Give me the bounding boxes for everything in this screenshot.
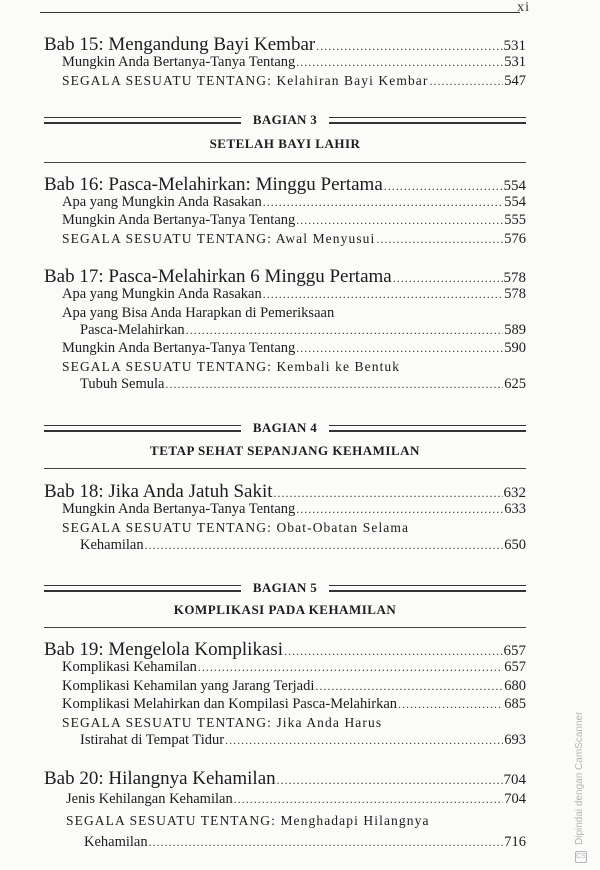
top-rule bbox=[40, 12, 520, 13]
entry-text: Mungkin Anda Bertanya-Tanya Tentang bbox=[62, 340, 296, 356]
entry-page: 633 bbox=[504, 501, 526, 517]
entry-text: SEGALA SESUATU TENTANG: Awal Menyusui bbox=[62, 231, 376, 246]
chapter-title: Bab 16: Pasca-Melahirkan: Minggu Pertama bbox=[44, 174, 383, 195]
entry-page: 531 bbox=[504, 54, 526, 70]
page-number: xi bbox=[517, 0, 530, 15]
chapter-20-row[interactable] bbox=[0, 768, 526, 790]
toc-entry[interactable] bbox=[0, 791, 526, 808]
toc-entry[interactable] bbox=[0, 501, 526, 518]
entry-text[interactable]: Apa yang Bisa Anda Harapkan di Pemeriksaan bbox=[62, 305, 335, 321]
entry-page: 685 bbox=[504, 696, 526, 712]
toc-entry[interactable] bbox=[0, 659, 526, 676]
leader-dots bbox=[284, 644, 502, 659]
toc-entry[interactable] bbox=[0, 212, 526, 229]
section-title: SETELAH BAYI LAHIR bbox=[209, 136, 361, 151]
entry-text-continued: Tubuh Semula bbox=[80, 376, 165, 392]
leader-dots bbox=[234, 792, 504, 807]
section-label: BAGIAN 5 bbox=[252, 580, 318, 595]
leader-dots bbox=[315, 679, 503, 694]
entry-text: Komplikasi Kehamilan bbox=[62, 659, 197, 675]
chapter-18-row[interactable] bbox=[0, 481, 526, 503]
chapter-page: 632 bbox=[503, 485, 526, 501]
toc-entry[interactable] bbox=[0, 732, 526, 749]
entry-page: 680 bbox=[504, 678, 526, 694]
entry-page: 589 bbox=[504, 322, 526, 338]
entry-text[interactable]: SEGALA SESUATU TENTANG: Jika Anda Harus bbox=[62, 715, 383, 730]
chapter-page: 657 bbox=[503, 643, 526, 659]
toc-entry[interactable] bbox=[0, 286, 526, 303]
entry-text-continued: Istirahat di Tempat Tidur bbox=[80, 732, 225, 748]
double-rule bbox=[329, 117, 526, 124]
leader-dots bbox=[393, 271, 503, 286]
entry-page: 555 bbox=[504, 212, 526, 228]
leader-dots bbox=[430, 74, 504, 89]
leader-dots bbox=[198, 660, 503, 675]
chapter-title: Bab 17: Pasca-Melahirkan 6 Minggu Pertama bbox=[44, 266, 392, 287]
entry-text: Apa yang Mungkin Anda Rasakan bbox=[62, 286, 262, 302]
toc-entry[interactable] bbox=[0, 54, 526, 71]
leader-dots bbox=[296, 502, 503, 517]
chapter-15-row[interactable] bbox=[0, 34, 526, 56]
double-rule bbox=[329, 425, 526, 432]
section-rule bbox=[44, 162, 526, 163]
toc-entry[interactable] bbox=[0, 678, 526, 695]
entry-text[interactable]: SEGALA SESUATU TENTANG: Kembali ke Bentuk bbox=[62, 359, 401, 374]
section-divider-bagian-3 bbox=[44, 112, 526, 128]
chapter-page: 578 bbox=[503, 270, 526, 286]
chapter-title: Bab 18: Jika Anda Jatuh Sakit bbox=[44, 481, 273, 502]
entry-page: 716 bbox=[504, 834, 526, 850]
leader-dots bbox=[149, 835, 504, 850]
section-divider-bagian-5 bbox=[44, 580, 526, 596]
entry-text[interactable]: SEGALA SESUATU TENTANG: Obat-Obatan Selama bbox=[62, 520, 410, 535]
leader-dots bbox=[398, 697, 503, 712]
entry-text: Mungkin Anda Bertanya-Tanya Tentang bbox=[62, 212, 296, 228]
entry-text-continued: Kehamilan bbox=[80, 537, 144, 553]
toc-entry[interactable] bbox=[0, 696, 526, 713]
entry-page: 578 bbox=[504, 286, 526, 302]
toc-entry[interactable] bbox=[0, 73, 526, 90]
section-divider-bagian-4 bbox=[44, 420, 526, 436]
entry-page: 650 bbox=[504, 537, 526, 553]
leader-dots bbox=[296, 55, 503, 70]
entry-page: 704 bbox=[504, 791, 526, 807]
leader-dots bbox=[145, 538, 504, 553]
watermark-text: Dipindai dengan CamScanner bbox=[574, 711, 585, 845]
entry-page: 657 bbox=[504, 659, 526, 675]
double-rule bbox=[44, 117, 241, 124]
leader-dots bbox=[263, 195, 504, 210]
chapter-title: Bab 20: Hilangnya Kehamilan bbox=[44, 768, 276, 789]
toc-entry[interactable] bbox=[0, 537, 526, 554]
entry-page: 547 bbox=[504, 73, 526, 89]
entry-text: SEGALA SESUATU TENTANG: Kelahiran Bayi Kembar bbox=[62, 73, 429, 88]
leader-dots bbox=[225, 733, 503, 748]
double-rule bbox=[44, 585, 241, 592]
chapter-title: Bab 15: Mengandung Bayi Kembar bbox=[44, 34, 316, 55]
leader-dots bbox=[274, 486, 503, 501]
chapter-title: Bab 19: Mengelola Komplikasi bbox=[44, 639, 284, 660]
section-label: BAGIAN 3 bbox=[252, 112, 318, 127]
leader-dots bbox=[277, 773, 503, 788]
entry-page: 693 bbox=[504, 732, 526, 748]
entry-text: Komplikasi Kehamilan yang Jarang Terjadi bbox=[62, 678, 315, 694]
section-rule bbox=[44, 468, 526, 469]
entry-text: Mungkin Anda Bertanya-Tanya Tentang bbox=[62, 54, 296, 70]
leader-dots bbox=[296, 213, 503, 228]
chapter-17-row[interactable] bbox=[0, 266, 526, 288]
leader-dots bbox=[316, 39, 502, 54]
leader-dots bbox=[263, 287, 504, 302]
leader-dots bbox=[376, 232, 503, 247]
entry-text-continued: Pasca-Melahirkan bbox=[80, 322, 185, 338]
section-title: TETAP SEHAT SEPANJANG KEHAMILAN bbox=[150, 443, 420, 458]
leader-dots bbox=[186, 323, 504, 338]
entry-page: 590 bbox=[504, 340, 526, 356]
double-rule bbox=[329, 585, 526, 592]
section-rule bbox=[44, 627, 526, 628]
section-label: BAGIAN 4 bbox=[252, 420, 318, 435]
entry-page: 576 bbox=[504, 231, 526, 247]
entry-page: 625 bbox=[504, 376, 526, 392]
toc-entry[interactable] bbox=[0, 322, 526, 339]
entry-text: Jenis Kehilangan Kehamilan bbox=[66, 791, 233, 807]
leader-dots bbox=[296, 341, 503, 356]
scanner-watermark bbox=[574, 705, 588, 865]
entry-text: Apa yang Mungkin Anda Rasakan bbox=[62, 194, 262, 210]
entry-text[interactable]: SEGALA SESUATU TENTANG: Menghadapi Hilangnya bbox=[66, 813, 430, 828]
leader-dots bbox=[384, 179, 503, 194]
double-rule bbox=[44, 425, 241, 432]
chapter-page: 531 bbox=[503, 38, 526, 54]
toc-entry[interactable] bbox=[0, 340, 526, 357]
toc-entry[interactable] bbox=[0, 194, 526, 211]
chapter-page: 704 bbox=[503, 772, 526, 788]
chapter-page: 554 bbox=[503, 178, 526, 194]
chapter-19-row[interactable] bbox=[0, 639, 526, 661]
camscanner-icon: CS bbox=[575, 851, 587, 863]
toc-entry[interactable] bbox=[0, 834, 526, 851]
entry-page: 554 bbox=[504, 194, 526, 210]
toc-entry[interactable] bbox=[0, 376, 526, 393]
section-title: KOMPLIKASI PADA KEHAMILAN bbox=[173, 602, 397, 617]
entry-text: Komplikasi Melahirkan dan Kompilasi Pasca-Melahirkan bbox=[62, 696, 398, 712]
entry-text: Mungkin Anda Bertanya-Tanya Tentang bbox=[62, 501, 296, 517]
entry-text-continued: Kehamilan bbox=[84, 834, 148, 850]
chapter-16-row[interactable] bbox=[0, 174, 526, 196]
leader-dots bbox=[165, 377, 503, 392]
toc-entry[interactable] bbox=[0, 231, 526, 248]
